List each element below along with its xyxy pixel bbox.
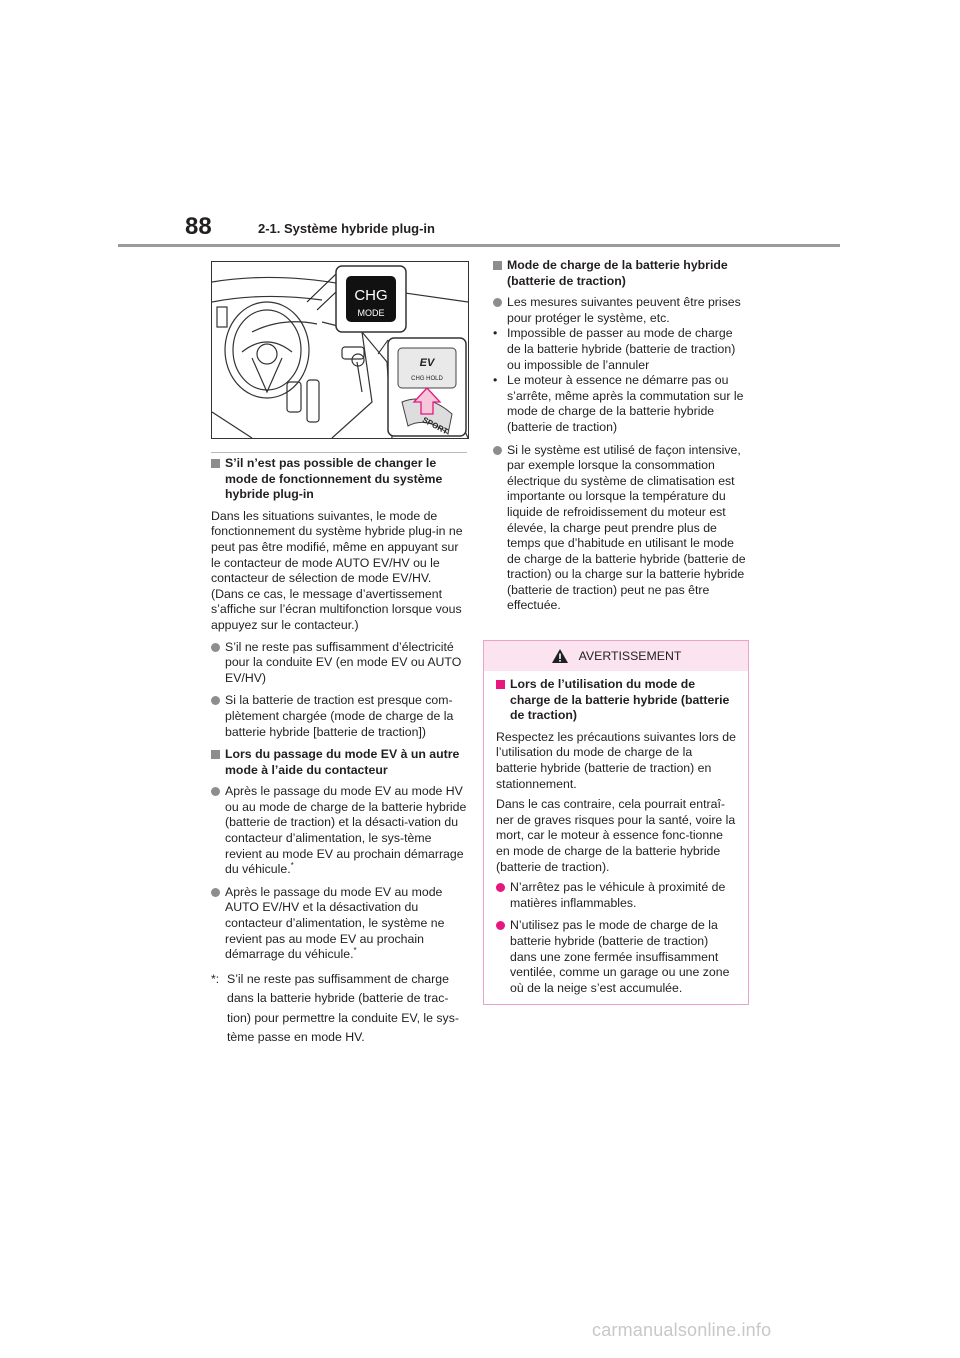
bullet-ev-to-auto: Après le passage du mode EV au mode AUTO EV/HV et la désactivation du contacteur d’alimentation, le système ne revient pas au mode EV au prochain démarrage du véhicule.* xyxy=(211,885,467,963)
watermark: carmanualsonline.info xyxy=(592,1320,772,1340)
bullet-battery-full: Si la batterie de traction est presque com-plètement chargée (mode de charge de la batterie hybride [batterie de traction]) xyxy=(211,693,467,740)
square-bullet-icon xyxy=(493,261,502,270)
square-bullet-icon xyxy=(211,459,220,468)
ev-label: EV xyxy=(419,357,435,369)
heading-charge-mode: Mode de charge de la batterie hybride (batterie de traction) xyxy=(493,258,749,289)
bullet-insufficient-electricity: S’il ne reste pas suffisamment d’électricité pour la conduite EV (en mode EV ou AUTO EV/HV) xyxy=(211,640,467,687)
section-title: 2-1. Système hybride plug-in xyxy=(258,221,435,236)
dash-item-engine: • Le moteur à essence ne démarre pas ou s’arrête, même après la commutation sur le mode de charge de la batterie hybride (batterie de traction) xyxy=(493,373,744,434)
footnote: *: S’il ne reste pas suffisamment de charge dans la batterie hybride (batterie de trac-tion) pour permettre la conduite EV, le sys-tème passe en mode HV. xyxy=(211,971,459,1045)
bullet-intensive-use: Si le système est utilisé de façon intensive, par exemple lorsque la consommation électrique du système de climatisation est importante ou lorsque la température du liquide de refroidissement du moteur est élevée, la charge peut prendre plus de temps que d’habitude en utilisant le mode de charge de la batterie hybride (batterie de traction) ou la charge sur la batterie hybride (batterie de traction) peut ne pas être effectuée. xyxy=(493,443,749,615)
warning-title: AVERTISSEMENT xyxy=(578,649,682,663)
square-bullet-icon xyxy=(211,750,220,759)
round-bullet-icon xyxy=(211,888,220,897)
dashboard-illustration xyxy=(211,261,469,439)
bullet-protective-measures: Les mesures suivantes peuvent être prises pour protéger le système, etc. xyxy=(493,295,749,326)
footnote-ref: * xyxy=(353,946,357,956)
warning-paragraph-1: Respectez les précautions suivantes lors de l’utilisation du mode de charge de la batterie hybride (batterie de traction) en stationnement. xyxy=(496,729,736,791)
round-bullet-icon xyxy=(211,643,220,652)
right-column xyxy=(493,258,749,621)
round-bullet-icon xyxy=(496,921,505,930)
warning-paragraph-2: Dans le cas contraire, cela pourrait entraî-ner de graves risques pour la santé, voire la mort, car le moteur à essence fonc-tionne en mode de charge de la batterie hybride (batterie de traction). xyxy=(496,797,736,874)
warning-bullet-flammable: N’arrêtez pas le véhicule à proximité de matières inflammables. xyxy=(496,880,736,911)
warning-header xyxy=(484,641,748,671)
paragraph-situations: Dans les situations suivantes, le mode de fonctionnement du système hybride plug-in ne peut pas être modifié, même en appuyant sur le contacteur de mode AUTO EV/HV ou le contacteur de sélection de mode EV/HV. (Dans ce cas, le message d’avertissement s’affiche sur l’écran multifonction lorsque vous appuyez sur le contacteur.) xyxy=(211,508,463,632)
header-rule xyxy=(118,244,840,247)
round-bullet-icon xyxy=(496,883,505,892)
heading-ev-switch: Lors du passage du mode EV à un autre mode à l’aide du contacteur xyxy=(211,747,467,778)
square-bullet-icon xyxy=(496,680,505,689)
mode-label: MODE xyxy=(357,308,385,318)
round-bullet-icon xyxy=(493,446,502,455)
round-bullet-icon xyxy=(211,787,220,796)
left-column xyxy=(211,456,467,1048)
warning-box xyxy=(483,640,749,1005)
warning-bullet-ventilation: N’utilisez pas le mode de charge de la batterie hybride (batterie de traction) dans une zone fermée insuffisamment ventilée, comme un garage ou une zone où de la neige s’est accumulée. xyxy=(496,918,736,996)
figure-divider xyxy=(211,452,467,453)
bullet-ev-to-hv: Après le passage du mode EV au mode HV ou au mode de charge de la batterie hybride (batterie de traction) et la désacti-vation du contacteur d’alimentation, le sys-tème revient au mode EV au prochain démarrage du véhicule.* xyxy=(211,784,467,878)
dashboard-drawing xyxy=(212,262,468,438)
warning-triangle-icon xyxy=(551,648,569,664)
footnote-ref: * xyxy=(290,861,294,871)
round-bullet-icon xyxy=(211,696,220,705)
dash-item-cannot-switch: • Impossible de passer au mode de charge de la batterie hybride (batterie de traction) ou impossible de l’annuler xyxy=(493,326,736,372)
warning-body xyxy=(484,671,748,996)
page-number: 88 xyxy=(185,213,212,240)
round-bullet-icon xyxy=(493,298,502,307)
warning-heading: Lors de l’utilisation du mode de charge de la batterie hybride (batterie de traction) xyxy=(496,677,736,724)
chg-label: CHG xyxy=(354,287,388,304)
heading-mode-change: S’il n’est pas possible de changer le mode de fonctionnement du système hybride plug-in xyxy=(211,456,467,503)
chg-hold-label: CHG HOLD xyxy=(411,376,443,382)
sport-label: SPORT xyxy=(420,415,450,437)
